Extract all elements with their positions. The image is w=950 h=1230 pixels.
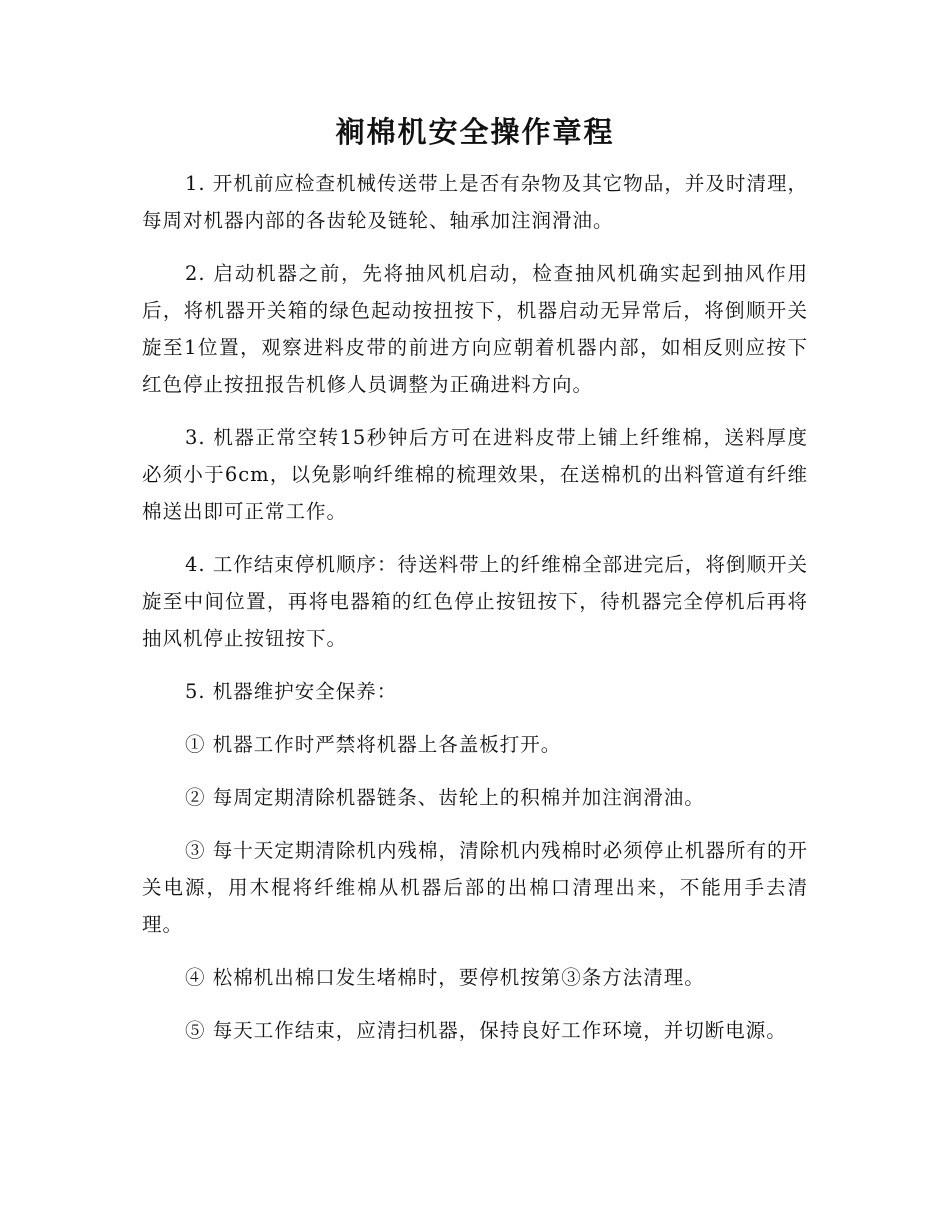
paragraph-3: 3. 机器正常空转15秒钟后方可在进料皮带上铺上纤维棉，送料厚度必须小于6cm，以免影响纤维棉的梳理效果，在送棉机的出料管道有纤维棉送出即可正常工作。 xyxy=(142,426,808,523)
page-title: 裥棉机安全操作章程 xyxy=(335,115,615,149)
list-item-2: ② 每周定期清除机器链条、齿轮上的积棉并加注润滑油。 xyxy=(185,786,705,809)
list-item-5: ⑤ 每天工作结束，应清扫机器，保持良好工作环境，并切断电源。 xyxy=(185,1019,787,1042)
paragraph-2: 2. 启动机器之前，先将抽风机启动，检查抽风机确实起到抽风作用后，将机器开关箱的绿色起动按扭按下，机器启动无异常后，将倒顺开关旋至1位置，观察进料皮带的前进方向应朝着机器内部，如相反则应按下红色停止按扭报告机修人员调整为正确进料方向。 xyxy=(142,262,808,396)
list-item-4: ④ 松棉机出棉口发生堵棉时，要停机按第③条方法清理。 xyxy=(185,966,705,989)
paragraph-4: 4. 工作结束停机顺序：待送料带上的纤维棉全部进完后，将倒顺开关旋至中间位置，再将电器箱的红色停止按钮按下，待机器完全停机后再将抽风机停止按钮按下。 xyxy=(142,553,808,650)
paragraph-1: 1. 开机前应检查机械传送带上是否有杂物及其它物品，并及时清理，每周对机器内部的各齿轮及链轮、轴承加注润滑油。 xyxy=(142,172,808,232)
document-body xyxy=(142,165,808,1065)
paragraph-5: 5. 机器维护安全保养： xyxy=(185,680,398,703)
list-item-1: ① 机器工作时严禁将机器上各盖板打开。 xyxy=(185,733,562,756)
list-item-3: ③ 每十天定期清除机内残棉，清除机内残棉时必须停止机器所有的开关电源，用木棍将纤维棉从机器后部的出棉口清理出来，不能用手去清理。 xyxy=(142,839,808,936)
